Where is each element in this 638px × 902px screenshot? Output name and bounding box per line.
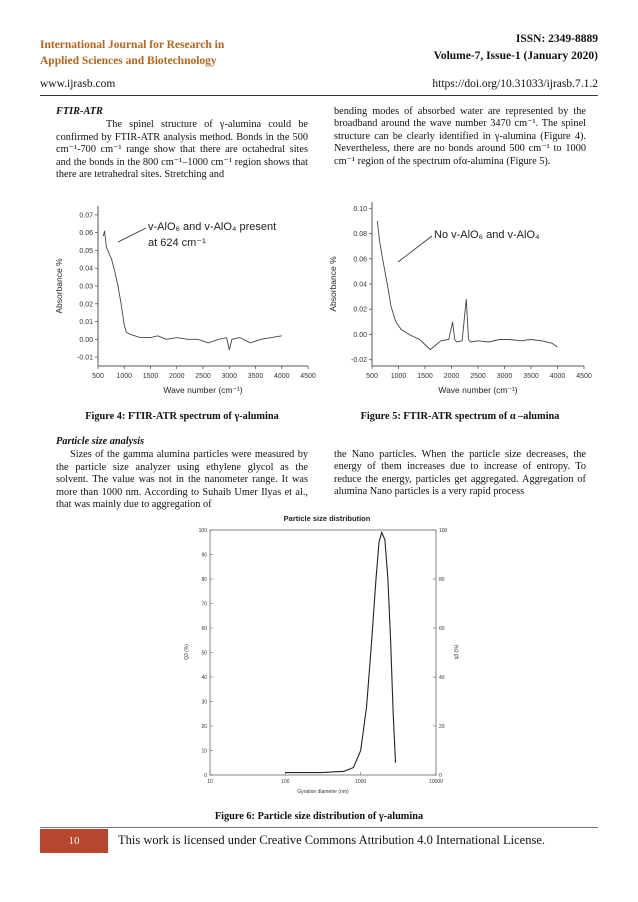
fig5-y-tick-label: 0.04 — [353, 281, 367, 289]
fig6-series-line — [285, 532, 395, 772]
figure-5-chart — [326, 194, 594, 398]
ftir-left-paragraph: The spinel structure of γ-alumina could be confirmed by FTIR-ATR analysis method. Bonds in the 500 cm⁻¹-700 cm⁻¹ range show that there are octahedral sites and the bonds in the 800 cm⁻¹–1000 cm⁻¹ region shows that there are tetrahedral sites. Stretching and — [56, 119, 308, 181]
fig5-y-tick-label: -0.02 — [351, 357, 367, 365]
fig6-y-right-tick-label: 40 — [439, 675, 445, 681]
fig4-y-tick-label: 0.04 — [79, 265, 93, 273]
fig6-x-tick-label: 100 — [281, 779, 290, 785]
header-rule — [40, 95, 598, 96]
fig5-x-tick-label: 1000 — [390, 373, 407, 380]
ftir-right-column — [334, 106, 586, 168]
fig4-x-tick-label: 2000 — [168, 373, 185, 380]
ftir-heading: FTIR-ATR — [56, 106, 103, 117]
fig4-x-tick-label: 1500 — [142, 373, 159, 380]
fig6-x-tick-label: 10000 — [429, 779, 443, 785]
fig6-y-right-tick-label: 0 — [439, 773, 442, 779]
fig6-y-tick-label: 30 — [201, 699, 207, 706]
fig4-x-label: Wave number (cm⁻¹) — [163, 385, 243, 395]
figure-6-caption: Figure 6: Particle size distribution of γ-alumina — [214, 811, 424, 822]
figure-4-caption: Figure 4: FTIR-ATR spectrum of γ-alumina — [85, 411, 279, 422]
fig4-x-tick-label: 4500 — [300, 373, 316, 380]
fig5-y-label: Absorbance % — [328, 256, 338, 312]
fig4-annotation-line1: v-AlO₆ and v-AlO₄ present — [148, 221, 277, 233]
particle-left-column — [56, 436, 308, 511]
fig5-y-tick-label: 0.08 — [353, 231, 367, 239]
fig5-x-label: Wave number (cm⁻¹) — [438, 385, 518, 395]
doi-link[interactable]: https://doi.org/10.31033/ijrasb.7.1.2 — [432, 78, 598, 90]
fig6-y-tick-label: 90 — [201, 552, 207, 559]
fig4-x-tick-label: 4000 — [273, 373, 290, 380]
fig6-y-right-tick-label: 20 — [439, 724, 445, 730]
fig6-title: Particle size distribution — [283, 514, 371, 523]
fig4-annotation-line2: at 624 cm⁻¹ — [148, 237, 206, 249]
ftir-left-column — [56, 106, 308, 181]
journal-name-line1: International Journal for Research in — [40, 39, 225, 51]
fig6-y-tick-label: 70 — [201, 601, 207, 608]
fig6-y-tick-label: 40 — [201, 675, 207, 681]
fig6-y-right-tick-label: 100 — [439, 528, 448, 534]
fig6-y-right-tick-label: 60 — [439, 626, 445, 632]
fig6-x-label: Gyration diameter (nm) — [297, 789, 349, 795]
footer-rule — [40, 827, 598, 828]
fig5-x-tick-label: 4000 — [549, 373, 566, 380]
fig4-x-tick-label: 500 — [92, 373, 104, 380]
fig6-y-label-left: Q3 (%) — [184, 644, 190, 660]
particle-right-column — [334, 449, 586, 499]
fig6-y-label-right: q3 (%) — [454, 644, 460, 660]
fig4-y-tick-label: 0.03 — [79, 283, 93, 291]
fig6-y-tick-label: 10 — [201, 748, 207, 755]
fig6-y-tick-label: 50 — [201, 650, 207, 657]
figure-4-chart — [50, 196, 318, 398]
page-number: 10 — [40, 829, 108, 853]
fig5-y-tick-label: 0.10 — [353, 205, 367, 213]
fig5-x-tick-label: 4500 — [576, 373, 592, 380]
fig4-x-tick-label: 2500 — [195, 373, 211, 380]
volume-issue: Volume-7, Issue-1 (January 2020) — [433, 50, 598, 62]
journal-website[interactable]: www.ijrasb.com — [40, 78, 116, 90]
fig5-annotation-arrow — [398, 236, 432, 262]
journal-name-line2: Applied Sciences and Biotechnology — [40, 55, 217, 67]
journal-name — [40, 37, 224, 69]
particle-left-paragraph: Sizes of the gamma alumina particles were measured by the particle size analyzer using ethylene glycol as the solvent. The value was not in the nanometer range. It was more than 1000 nm. According to Suhaib Umer Ilyas et al., that was mainly due to aggregation of — [56, 449, 308, 511]
ftir-right-paragraph: bending modes of absorbed water are represented by the broadband around the wave number 3470 cm⁻¹. The spinel structure can be clearly identified in γ-alumina (Figure 4). Nevertheless, there are no bonds around 500 cm⁻¹ to 1000 cm⁻¹ region of the spectrum ofα-alumina (Figure 5). — [334, 106, 586, 167]
fig5-x-tick-label: 3000 — [496, 373, 513, 380]
issn-number: ISSN: 2349-8889 — [515, 33, 598, 45]
fig6-y-tick-label: 100 — [198, 528, 207, 534]
fig4-y-tick-label: 0.07 — [79, 212, 93, 220]
figure-5-caption: Figure 5: FTIR-ATR spectrum of α –alumina — [360, 411, 560, 422]
fig4-y-tick-label: 0.06 — [79, 230, 93, 238]
fig4-x-tick-label: 3500 — [247, 373, 264, 380]
license-text: This work is licensed under Creative Commons Attribution 4.0 International License. — [118, 833, 545, 847]
fig4-y-tick-label: -0.01 — [77, 354, 93, 362]
fig5-x-tick-label: 2000 — [443, 373, 460, 380]
fig5-y-tick-label: 0.02 — [353, 306, 367, 314]
fig6-x-tick-label: 10 — [207, 779, 213, 785]
fig5-x-tick-label: 1500 — [417, 373, 433, 380]
issn-block — [434, 31, 598, 65]
fig5-y-tick-label: 0.00 — [353, 331, 367, 339]
fig4-annotation-arrow — [118, 228, 146, 242]
fig6-x-tick-label: 1000 — [355, 779, 367, 785]
fig4-y-tick-label: 0.02 — [79, 301, 93, 309]
fig6-y-tick-label: 20 — [201, 724, 207, 730]
figure-6-chart — [180, 510, 470, 800]
fig5-x-tick-label: 2500 — [470, 373, 486, 380]
fig4-y-tick-label: 0.01 — [79, 319, 93, 327]
fig4-y-tick-label: 0.05 — [79, 247, 93, 255]
fig6-y-tick-label: 0 — [204, 773, 207, 779]
fig6-y-right-tick-label: 80 — [439, 577, 445, 583]
fig4-x-tick-label: 3000 — [221, 373, 238, 380]
fig4-x-tick-label: 1000 — [116, 373, 133, 380]
particle-right-paragraph: the Nano particles. When the particle size decreases, the energy of them increases due to increase of entropy. To reduce the energy, particles get aggregated. Aggregation of alumina Nano particles is a very rapid process — [334, 449, 586, 498]
fig5-annotation-line1: No v-AlO₆ and v-AlO₄ — [434, 229, 540, 241]
fig5-x-tick-label: 3500 — [523, 373, 539, 380]
fig4-y-tick-label: 0.00 — [79, 336, 93, 344]
particle-heading: Particle size analysis — [56, 436, 145, 447]
fig6-y-tick-label: 80 — [201, 577, 207, 583]
fig5-x-tick-label: 500 — [366, 373, 378, 380]
fig6-y-tick-label: 60 — [201, 626, 207, 632]
fig5-y-tick-label: 0.06 — [353, 256, 367, 264]
fig4-y-label: Absorbance % — [54, 258, 64, 314]
fig6-plot-frame — [210, 530, 436, 775]
